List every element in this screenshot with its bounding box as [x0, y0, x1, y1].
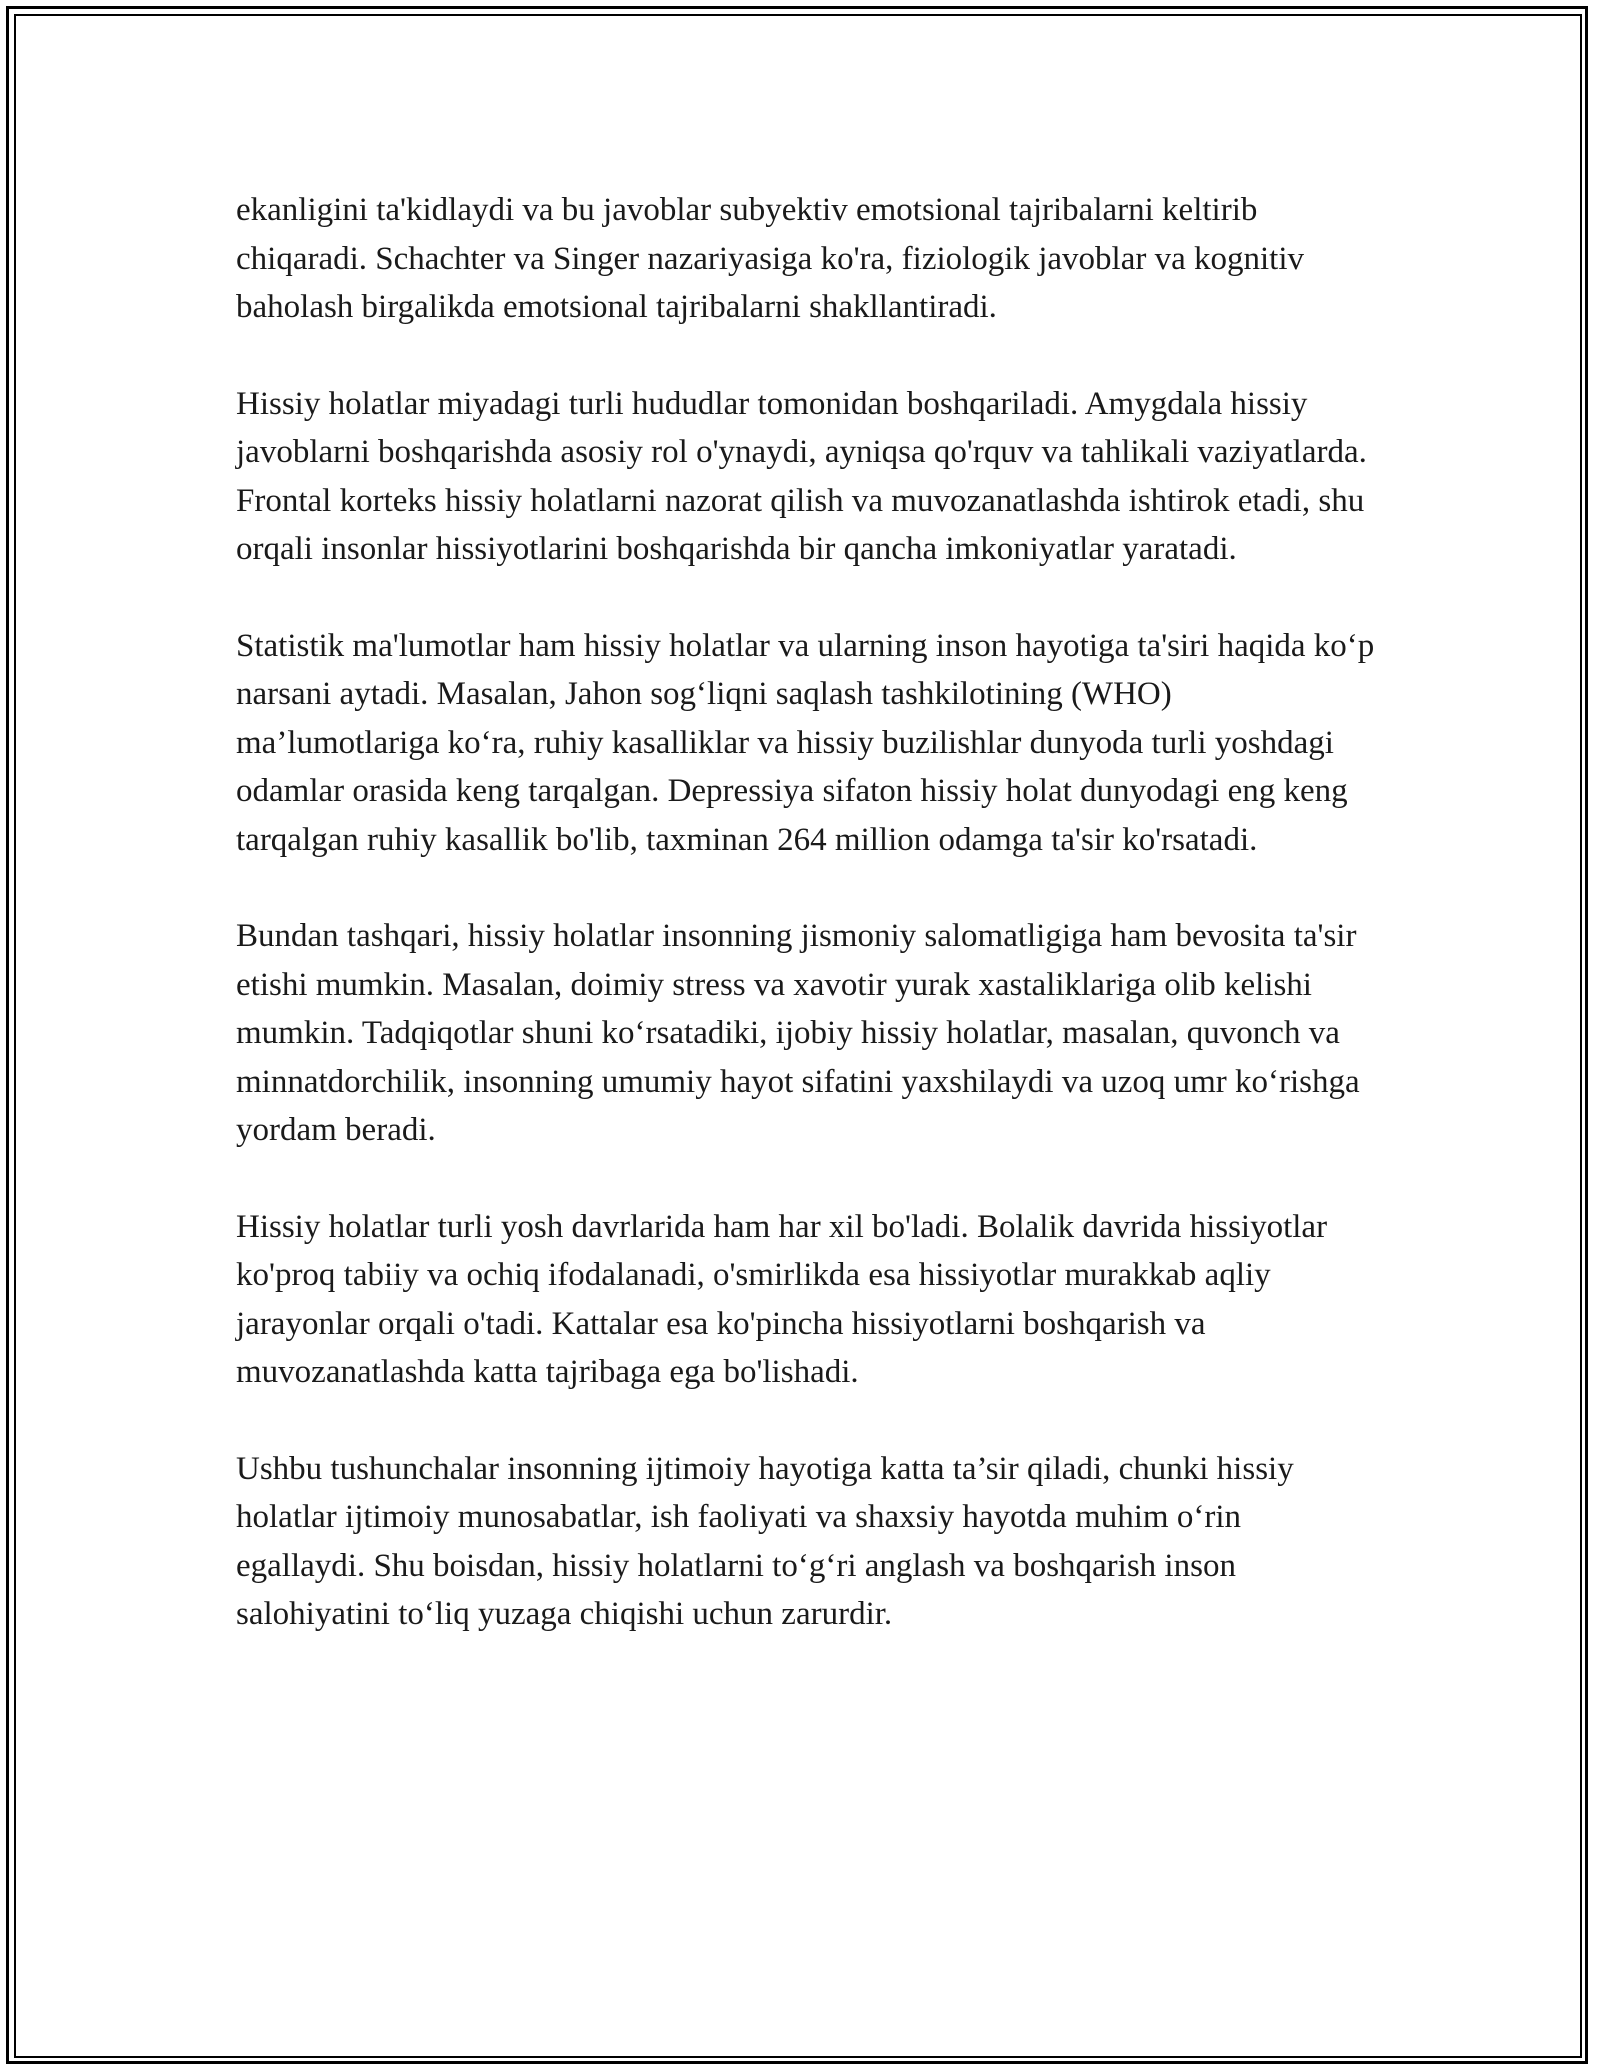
document-body: [236, 186, 1376, 1639]
paragraph: Hissiy holatlar turli yosh davrlarida ham har xil bo'ladi. Bolalik davrida hissiyotlar ko'proq tabiiy va ochiq ifodalanadi, o'smirlikda esa hissiyotlar murakkab aqliy jarayonlar orqali o'tadi. Kattalar esa ko'pincha hissiyotlarni boshqarish va muvozanatlashda katta tajribaga ega bo'lishadi.: [236, 1208, 1328, 1390]
paragraph: ekanligini ta'kidlaydi va bu javoblar subyektiv emotsional tajribalarni keltirib chiqaradi. Schachter va Singer nazariyasiga ko'ra, fiziologik javoblar va kognitiv baholash birgalikda emotsional tajribalarni shakllantiradi.: [236, 192, 1304, 325]
paragraph: Statistik ma'lumotlar ham hissiy holatlar va ularning inson hayotiga ta'siri haqida ko‘p narsani aytadi. Masalan, Jahon sog‘liqni saqlash tashkilotining (WHO) ma’lumotlariga ko‘ra, ruhiy kasalliklar va hissiy buzilishlar dunyoda turli yoshdagi odamlar orasida keng tarqalgan. Depressiya sifaton hissiy holat dunyodagi eng keng tarqalgan ruhiy kasallik bo'lib, taxminan 264 million odamga ta'sir ko'rsatadi.: [236, 627, 1375, 858]
paragraph: Hissiy holatlar miyadagi turli hududlar tomonidan boshqariladi. Amygdala hissiy javoblarni boshqarishda asosiy rol o'ynaydi, ayniqsa qo'rquv va tahlikali vaziyatlarda. Frontal korteks hissiy holatlarni nazorat qilish va muvozanatlashda ishtirok etadi, shu orqali insonlar hissiyotlarini boshqarishda bir qancha imkoniyatlar yaratadi.: [236, 385, 1367, 567]
paragraph: Bundan tashqari, hissiy holatlar insonning jismoniy salomatligiga ham bevosita ta'sir etishi mumkin. Masalan, doimiy stress va xavotir yurak xastaliklariga olib kelishi mumkin. Tadqiqotlar shuni ko‘rsatadiki, ijobiy hissiy holatlar, masalan, quvonch va minnatdorchilik, insonning umumiy hayot sifatini yaxshilaydi va uzoq umr ko‘rishga yordam beradi.: [236, 918, 1360, 1148]
paragraph: Ushbu tushunchalar insonning ijtimoiy hayotiga katta ta’sir qiladi, chunki hissiy holatlar ijtimoiy munosabatlar, ish faoliyati va shaxsiy hayotda muhim o‘rin egallaydi. Shu boisdan, hissiy holatlarni to‘g‘ri anglash va boshqarish inson salohiyatini to‘liq yuzaga chiqishi uchun zarurdir.: [236, 1450, 1294, 1632]
